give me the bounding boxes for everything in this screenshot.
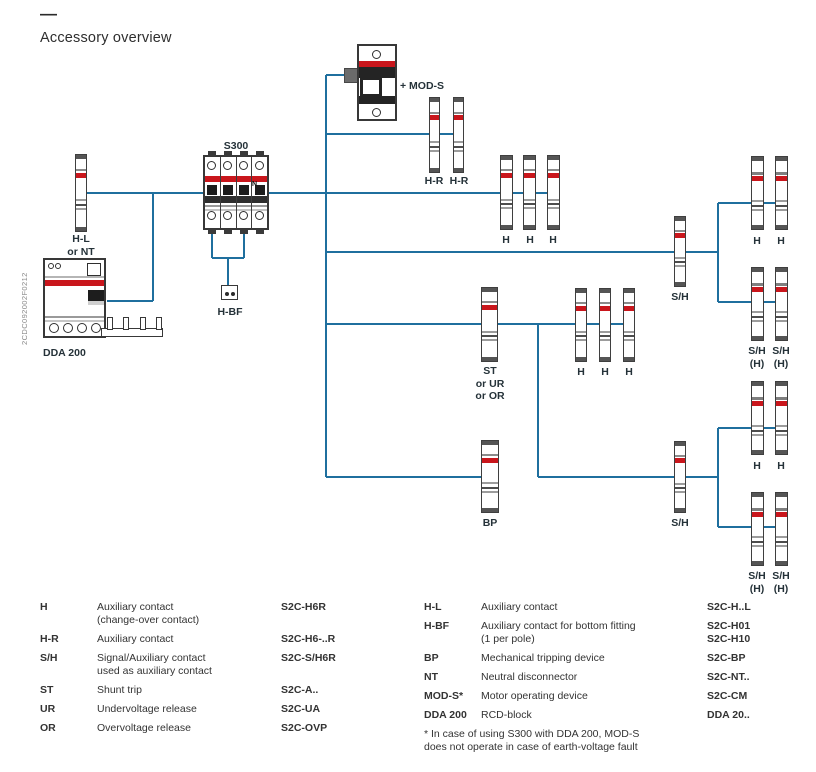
din-tab [256, 151, 264, 156]
legend-term: H-BF [424, 620, 450, 632]
din-tab [224, 229, 232, 234]
terminal-screw [223, 211, 232, 220]
accessory-strip-bp [481, 440, 499, 513]
accessory-strip-st-ur-or [481, 287, 498, 362]
h-label: H [753, 235, 761, 247]
legend-code: S2C-S/H6R [281, 652, 336, 664]
accessory-strip-h [623, 288, 635, 362]
s300-module [220, 157, 236, 228]
mod-s-plug [344, 68, 358, 83]
legend-row [40, 722, 415, 735]
legend-row [424, 601, 816, 614]
accessory-strip-s-h-h [775, 267, 788, 341]
contact-dot [225, 292, 229, 296]
s-h-label: S/H [671, 291, 689, 303]
test-terminal [87, 263, 101, 276]
legend-row [424, 709, 816, 722]
legend-term: DDA 200 [424, 709, 467, 721]
terminal-screw [207, 161, 216, 170]
terminal-screw [77, 323, 87, 333]
h-label: H [625, 366, 633, 378]
legend-term: BP [424, 652, 439, 664]
s300-module-neutral [251, 157, 267, 228]
h-label: H [502, 234, 510, 246]
page-title: Accessory overview [40, 30, 172, 46]
s300-label: S300 [223, 140, 249, 152]
accessory-strip-s-h-h [751, 267, 764, 341]
busbar-pin [123, 317, 129, 330]
screw-hole [372, 108, 381, 117]
legend-right [424, 601, 816, 754]
legend-code: DDA 20.. [707, 709, 750, 721]
legend-desc: Overvoltage release [97, 722, 191, 734]
legend-code: S2C-H01 S2C-H10 [707, 620, 751, 645]
accessory-strip-h [500, 155, 513, 230]
din-tab [208, 151, 216, 156]
legend-desc: RCD-block [481, 709, 532, 721]
screw-hole [372, 50, 381, 59]
busbar-pin [156, 317, 162, 330]
accessory-strip-h [523, 155, 536, 230]
accessory-strip-h-r [429, 97, 440, 173]
legend-desc: Undervoltage release [97, 703, 197, 715]
legend-row [40, 601, 415, 627]
terminal-screw [223, 161, 232, 170]
s300-breaker [203, 155, 269, 230]
terminal-screw [255, 211, 264, 220]
dda200-rcd-block [43, 258, 106, 338]
legend-desc: Motor operating device [481, 690, 588, 702]
h-label: H [777, 235, 785, 247]
mod-s-label: + MOD-S [400, 80, 445, 92]
legend-code: S2C-OVP [281, 722, 328, 734]
legend-term: OR [40, 722, 56, 734]
neutral-pole-label: N [252, 181, 258, 188]
legend-code: S2C-H6-..R [281, 633, 336, 645]
h-label: H [577, 366, 585, 378]
dda200-label: DDA 200 [43, 347, 86, 359]
terminal-screw [239, 211, 248, 220]
legend-desc: Auxiliary contact [481, 601, 558, 613]
h-label: H [753, 460, 761, 472]
h-label: H [777, 460, 785, 472]
h-label: H [526, 234, 534, 246]
s-h-h-label: S/H (H) [748, 345, 766, 370]
legend-code: S2C-UA [281, 703, 321, 715]
legend-row [424, 690, 816, 703]
accessory-strip-h-r [453, 97, 464, 173]
legend-row [40, 703, 415, 716]
accessory-strip-h-l [75, 154, 87, 232]
h-r-label: H-R [424, 175, 444, 187]
h-bf-label: H-BF [217, 306, 243, 318]
legend-term: H-R [40, 633, 59, 645]
st-ur-or-label: ST or UR or OR [475, 365, 505, 402]
mod-s-window [360, 77, 382, 97]
legend-code: S2C-H6R [281, 601, 326, 613]
legend-row [424, 671, 816, 684]
accessory-strip-h [547, 155, 560, 230]
s300-module [205, 157, 220, 228]
h-label: H [601, 366, 609, 378]
legend-term: UR [40, 703, 56, 715]
accessory-strip-s-h-h [775, 492, 788, 566]
legend-term: H [40, 601, 48, 613]
terminal-screw [207, 211, 216, 220]
legend-row [40, 652, 415, 678]
s-h-label: S/H [671, 517, 689, 529]
toggle [207, 185, 217, 195]
legend-row [424, 652, 816, 665]
legend-row [424, 620, 816, 646]
legend-term: S/H [40, 652, 58, 664]
legend-code: S2C-NT.. [707, 671, 750, 683]
legend-code: S2C-H..L [707, 601, 751, 613]
legend-term: MOD-S* [424, 690, 464, 702]
din-tab [256, 229, 264, 234]
document-number: 2CDC092002F0212 [20, 272, 29, 345]
h-r-label: H-R [449, 175, 469, 187]
legend-left [40, 601, 415, 741]
legend-desc: Auxiliary contact (change-over contact) [97, 601, 200, 626]
s-h-h-label: S/H (H) [772, 570, 790, 595]
legend-term: ST [40, 684, 54, 696]
accessory-strip-h [775, 381, 788, 455]
s-h-h-label: S/H (H) [772, 345, 790, 370]
accessory-strip-h [599, 288, 611, 362]
accessory-strip-h [751, 156, 764, 230]
busbar-pin [107, 317, 113, 330]
bp-label: BP [482, 517, 498, 529]
busbar-pin [140, 317, 146, 330]
indicator-dot [55, 263, 61, 269]
terminal-screw [239, 161, 248, 170]
h-l-label: H-L or NT [67, 233, 95, 258]
legend-term: NT [424, 671, 438, 683]
legend-desc: Mechanical tripping device [481, 652, 605, 664]
s300-module [236, 157, 252, 228]
h-label: H [549, 234, 557, 246]
terminal-screw [255, 161, 264, 170]
legend-desc: Auxiliary contact for bottom fitting (1 per pole) [481, 620, 636, 645]
indicator-dot [48, 263, 54, 269]
legend-code: S2C-CM [707, 690, 748, 702]
legend-row [40, 633, 415, 646]
contact-dot [231, 292, 235, 296]
terminal-screw [49, 323, 59, 333]
toggle [223, 185, 233, 195]
accessory-strip-h [775, 156, 788, 230]
accessory-strip-s-h [674, 441, 686, 513]
legend-desc: Signal/Auxiliary contact used as auxiliary contact [97, 652, 212, 677]
toggle [239, 185, 249, 195]
accessory-strip-h [575, 288, 587, 362]
mod-s-device [357, 44, 397, 121]
legend-desc: Shunt trip [97, 684, 142, 696]
accessory-strip-s-h-h [751, 492, 764, 566]
accessory-strip-h [751, 381, 764, 455]
legend-row [40, 684, 415, 697]
footnote: * In case of using S300 with DDA 200, MOD-S does not operate in case of earth-voltage fault [424, 728, 640, 753]
legend-code: S2C-BP [707, 652, 746, 664]
din-tab [240, 229, 248, 234]
legend-desc: Neutral disconnector [481, 671, 578, 683]
rcd-switch [88, 290, 104, 305]
legend-code: S2C-A.. [281, 684, 319, 696]
h-bf-device [221, 285, 238, 300]
din-tab [208, 229, 216, 234]
terminal-screw [63, 323, 73, 333]
terminal-screw [91, 323, 101, 333]
accessory-strip-s-h [674, 216, 686, 287]
legend-desc: Auxiliary contact [97, 633, 174, 645]
legend-term: H-L [424, 601, 442, 613]
section-dash: — [40, 4, 57, 23]
s-h-h-label: S/H (H) [748, 570, 766, 595]
